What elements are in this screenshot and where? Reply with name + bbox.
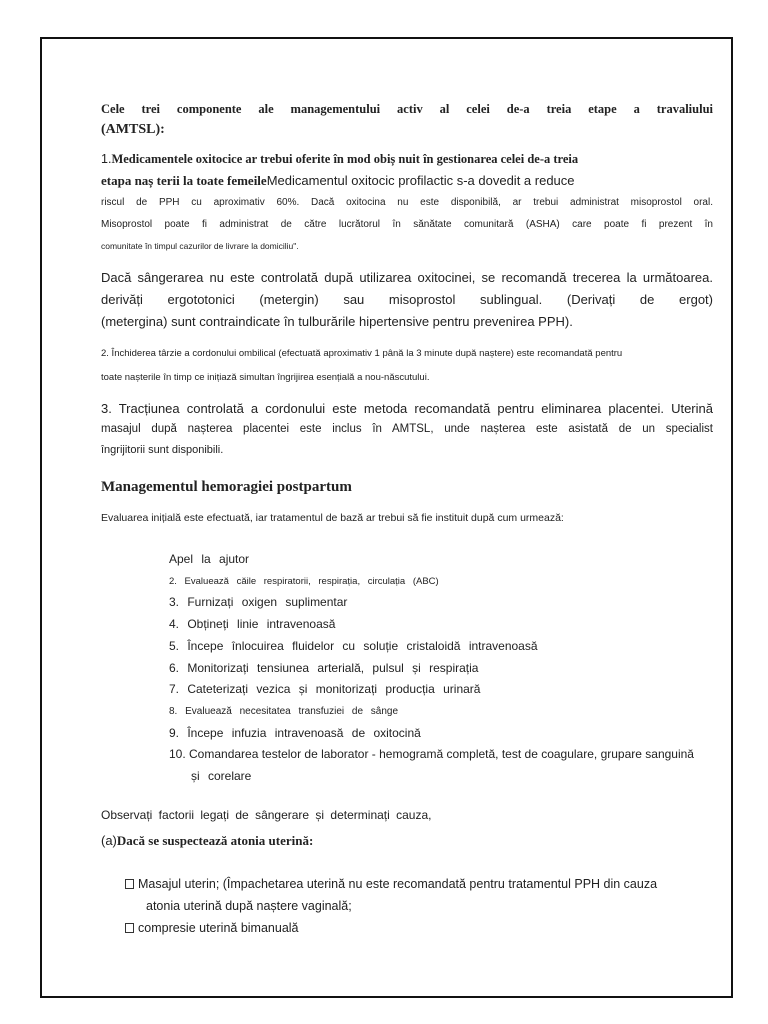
step-item: 3. Furnizați oxigen suplimentar (169, 595, 348, 610)
item2-line2: toate nașterile în timp ce inițiază simultan îngrijirea esențială a nou-născutului. (101, 372, 430, 383)
step-item: 2. Evaluează căile respiratorii, respirația, circulația (ABC) (169, 575, 439, 587)
document-body (101, 98, 713, 939)
followup-line2: derivăți ergototonici (metergin) sau misoprostol sublingual. (Derivați de ergot) (101, 292, 713, 307)
condition-prefix: (a) (101, 832, 117, 848)
item1-number: 1. (101, 152, 112, 166)
bullet-item (125, 917, 713, 939)
missing-glyph-icon (125, 923, 134, 933)
followup-line3: (metergina) sunt contraindicate în tulburările hipertensive pentru prevenirea PPH). (101, 314, 573, 329)
oxytocin-followup (101, 267, 713, 333)
bullet-text: compresie uterină bimanuală (138, 920, 299, 935)
item1-line5: comunitate în timpul cazurilor de livrare la domiciliu". (101, 241, 299, 251)
item3-line3: îngrijitorii sunt disponibili. (101, 444, 224, 456)
bullet-item-continuation: atonia uterină după naștere vaginală; (146, 898, 352, 913)
item1-heading (101, 150, 713, 169)
item1-line4: Misoprostol poate fi administrat de către lucrătorul în sănătate comunitară (ASHA) care poate fi prezent în (101, 219, 713, 230)
item2-line1: 2. Închiderea târzie a cordonului ombilical (efectuată aproximativ 1 până la 3 minute după naștere) este recomandată pentru (101, 348, 623, 359)
step-item: 6. Monitorizați tensiunea arterială, pulsul și respirația (169, 660, 479, 675)
bullet-text: Masajul uterin; (Împachetarea uterină nu este recomandată pentru tratamentul PPH din cauza (138, 876, 658, 891)
step-item: 10. Comandarea testelor de laborator - hemogramă completă, test de coagulare, grupare sanguină (169, 747, 694, 762)
step-item: 4. Obțineți linie intravenoasă (169, 617, 336, 632)
item3-line1: 3. Tracțiunea controlată a cordonului este metoda recomandată pentru eliminarea placentei. Uterină (101, 401, 713, 416)
bullet-item (125, 873, 713, 895)
item1-heading-b: etapa naș terii la toate femeile (101, 173, 267, 188)
step-item: 8. Evaluează necesitatea transfuziei de sânge (169, 705, 399, 717)
step-item: 5. Începe înlocuirea fluidelor cu soluție cristaloidă intravenoasă (169, 638, 538, 653)
missing-glyph-icon (125, 879, 134, 889)
followup-line1: Dacă sângerarea nu este controlată după utilizarea oxitocinei, se recomandă trecerea la următoarea. (101, 270, 713, 285)
step-item: 7. Cateterizați vezica și monitorizați producția urinară (169, 682, 481, 697)
initial-evaluation: Evaluarea inițială este efectuată, iar tratamentul de bază ar trebui să fie instituit după cum urmează: (101, 512, 564, 524)
treatment-steps-list (169, 549, 713, 788)
item3-line2: masajul după nașterea placentei este inclus în AMTSL, unde nașterea este asistată de un specialist (101, 423, 713, 435)
section-title: Managementul hemoragiei postpartum (101, 479, 352, 495)
item1-text-b: Medicamentul oxitocic profilactic s-a dovedit a reduce (266, 173, 575, 188)
step-item: Apel la ajutor (169, 552, 250, 566)
step-item-continuation: și corelare (191, 769, 252, 784)
intro-heading-line2: (AMTSL): (101, 122, 165, 137)
condition-text: Dacă se suspectează atonia uterină: (116, 832, 314, 848)
atony-measures-list (125, 873, 713, 939)
item1-heading-a: Medicamentele oxitocice ar trebui oferite în mod obiș nuit în gestionarea celei de-a treia (111, 152, 579, 166)
item1-line3: riscul de PPH cu aproximativ 60%. Dacă oxitocina nu este disponibilă, ar trebui administrat misoprostol oral. (101, 197, 713, 208)
observe-factors: Observați factorii legați de sângerare și determinați cauza, (101, 807, 432, 822)
step-item: 9. Începe infuzia intravenoasă de oxitocină (169, 725, 421, 740)
item1-heading-row2 (101, 169, 713, 192)
atony-condition (101, 831, 713, 851)
intro-heading-line1: Cele trei componente ale managementului activ al celei de-a treia etape a travaliului (101, 102, 713, 116)
